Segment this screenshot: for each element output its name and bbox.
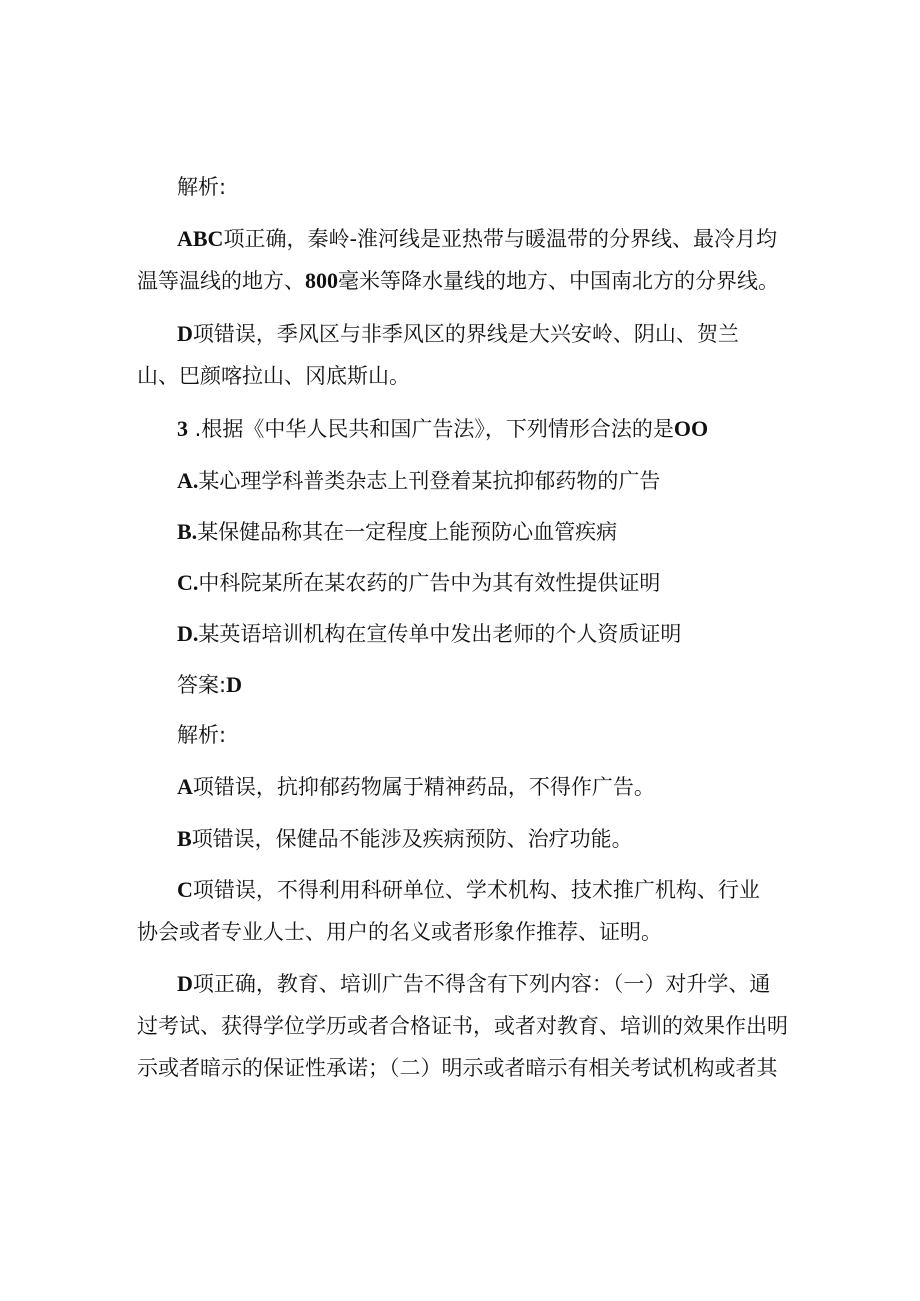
answer-line: 答案:D xyxy=(177,672,242,697)
option-a: A.某心理学科普类杂志上刊登着某抗抑郁药物的广告 xyxy=(177,468,661,493)
explanation-d-line2: 过考试、获得学位学历或者合格证书，或者对教育、培训的效果作出明 xyxy=(137,1014,788,1038)
d-explanation-line1: D项错误，季风区与非季风区的界线是大兴安岭、阴山、贺兰 xyxy=(177,321,739,346)
explanation-a: A项错误，抗抑郁药物属于精神药品，不得作广告。 xyxy=(177,774,655,799)
explanation-d-line3: 示或者暗示的保证性承诺；（二）明示或者暗示有相关考试机构或者其 xyxy=(137,1056,778,1080)
abc-explanation-line2: 温等温线的地方、800毫米等降水量线的地方、中国南北方的分界线。 xyxy=(137,268,779,293)
d-explanation-line2: 山、巴颜喀拉山、冈底斯山。 xyxy=(137,364,410,388)
option-d: D.某英语培训机构在宣传单中发出老师的个人资质证明 xyxy=(177,621,682,646)
abc-explanation-line1: ABC项正确，秦岭-淮河线是亚热带与暖温带的分界线、最冷月均 xyxy=(177,226,778,251)
analysis-label-2: 解析: xyxy=(177,723,227,747)
question-3: 3 .根据《中华人民共和国广告法》，下列情形合法的是OO xyxy=(177,416,709,441)
explanation-b: B项错误，保健品不能涉及疾病预防、治疗功能。 xyxy=(177,826,633,851)
explanation-c-line2: 协会或者专业人士、用户的名义或者形象作推荐、证明。 xyxy=(137,920,662,944)
option-b: B.某保健品称其在一定程度上能预防心血管疾病 xyxy=(177,519,618,544)
analysis-label: 解析: xyxy=(177,175,227,199)
explanation-c-line1: C项错误，不得利用科研单位、学术机构、技术推广机构、行业 xyxy=(177,877,760,902)
explanation-d-line1: D项正确，教育、培训广告不得含有下列内容：（一）对升学、通 xyxy=(177,971,771,996)
option-c: C.中科院某所在某农药的广告中为其有效性提供证明 xyxy=(177,570,661,595)
